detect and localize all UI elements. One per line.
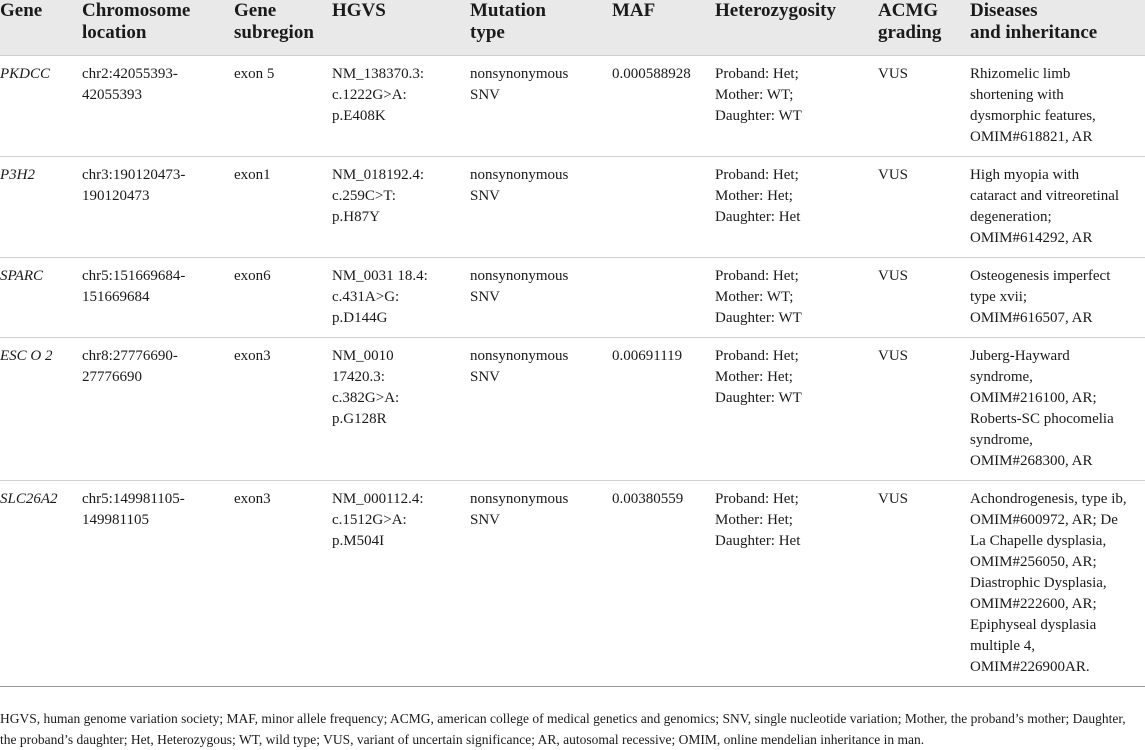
subregion-cell: exon 5	[234, 66, 275, 82]
mutation-cell: nonsynonymous SNV	[470, 167, 569, 204]
acmg-cell: VUS	[878, 167, 909, 183]
disease-cell: Rhizomelic limb shortening with dysmorphic features, OMIM#618821, AR	[970, 66, 1096, 145]
header-mutation-type: Mutation type	[470, 0, 546, 43]
location-cell: chr3:190120473- 190120473	[82, 167, 186, 204]
header-gene: Gene	[0, 0, 43, 21]
maf-cell	[612, 157, 715, 258]
subregion-cell: exon3	[234, 348, 271, 364]
header-heterozygosity: Heterozygosity	[715, 0, 836, 21]
maf-cell: 0.00380559	[612, 491, 684, 507]
header-gene-subregion: Gene subregion	[234, 0, 314, 43]
disease-cell: Juberg-Hayward syndrome, OMIM#216100, AR; Roberts-SC phocomelia syndrome, OMIM#268300, AR	[970, 348, 1114, 469]
gene-cell: PKDCC	[0, 66, 51, 82]
table-row	[0, 481, 1145, 687]
header-hgvs: HGVS	[332, 0, 386, 21]
heterozygosity-cell: Proband: Het; Mother: Het; Daughter: Het	[715, 491, 801, 549]
mutation-cell: nonsynonymous SNV	[470, 348, 569, 385]
heterozygosity-cell: Proband: Het; Mother: WT; Daughter: WT	[715, 268, 802, 326]
disease-cell: Achondrogenesis, type ib, OMIM#600972, AR; De La Chapelle dysplasia, OMIM#256050, AR; Diastrophic Dysplasia, OMIM#222600, AR; Epiphyseal dysplasia multiple 4, OMIM#226900AR.	[970, 491, 1127, 675]
table-footnote: HGVS, human genome variation society; MAF, minor allele frequency; ACMG, american college of medical genetics and genomics; SNV, single nucleotide variation; Mother, the proband’s mother; Daughter, the proband’s daughter; Het, Heterozygous; WT, wild type; VUS, variant of uncertain significance; AR, autosomal recessive; OMIM, online mendelian inheritance in man.	[0, 711, 1126, 747]
mutation-cell: nonsynonymous SNV	[470, 268, 569, 305]
location-cell: chr8:27776690- 27776690	[82, 348, 178, 385]
header-acmg-grading: ACMG grading	[878, 0, 942, 43]
hgvs-cell: NM_000112.4: c.1512G>A: p.M504I	[332, 491, 424, 549]
header-row	[0, 0, 1145, 56]
header-chromosome-location: Chromosome location	[82, 0, 191, 43]
hgvs-cell: NM_018192.4: c.259C>T: p.H87Y	[332, 167, 425, 225]
gene-cell: SPARC	[0, 268, 44, 284]
gene-cell: P3H2	[0, 167, 35, 183]
header-maf: MAF	[612, 0, 656, 21]
heterozygosity-cell: Proband: Het; Mother: Het; Daughter: Het	[715, 167, 801, 225]
maf-cell: 0.00691119	[612, 348, 683, 364]
table-row	[0, 338, 1145, 481]
maf-cell: 0.000588928	[612, 66, 691, 82]
hgvs-cell: NM_0031 18.4: c.431A>G: p.D144G	[332, 268, 428, 326]
table-row	[0, 56, 1145, 157]
acmg-cell: VUS	[878, 491, 909, 507]
subregion-cell: exon6	[234, 268, 271, 284]
gene-cell: ESC O 2	[0, 348, 53, 364]
disease-cell: High myopia with cataract and vitreoretinal degeneration; OMIM#614292, AR	[970, 167, 1120, 246]
disease-cell: Osteogenesis imperfect type xvii; OMIM#616507, AR	[970, 268, 1111, 326]
heterozygosity-cell: Proband: Het; Mother: WT; Daughter: WT	[715, 66, 802, 124]
acmg-cell: VUS	[878, 268, 909, 284]
subregion-cell: exon3	[234, 491, 271, 507]
hgvs-cell: NM_0010 17420.3: c.382G>A: p.G128R	[332, 348, 400, 427]
header-diseases-inheritance: Diseases and inheritance	[970, 0, 1098, 43]
maf-cell	[612, 258, 715, 338]
location-cell: chr2:42055393- 42055393	[82, 66, 178, 103]
subregion-cell: exon1	[234, 167, 271, 183]
mutation-cell: nonsynonymous SNV	[470, 66, 569, 103]
acmg-cell: VUS	[878, 66, 909, 82]
heterozygosity-cell: Proband: Het; Mother: Het; Daughter: WT	[715, 348, 802, 406]
table-row	[0, 258, 1145, 338]
mutation-cell: nonsynonymous SNV	[470, 491, 569, 528]
location-cell: chr5:149981105- 149981105	[82, 491, 185, 528]
acmg-cell: VUS	[878, 348, 909, 364]
hgvs-cell: NM_138370.3: c.1222G>A: p.E408K	[332, 66, 425, 124]
gene-cell: SLC26A2	[0, 491, 58, 507]
table-row	[0, 157, 1145, 258]
location-cell: chr5:151669684- 151669684	[82, 268, 186, 305]
